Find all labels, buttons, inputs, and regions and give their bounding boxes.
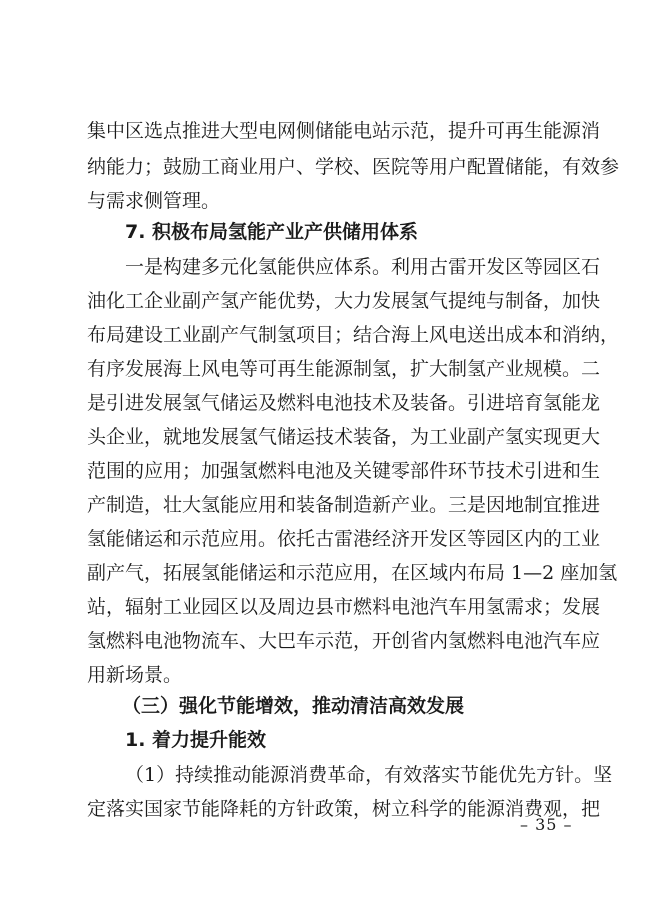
paragraph-line: 头企业，就地发展氢气储运技术装备，为工业副产氢实现更大: [87, 426, 601, 448]
paragraph-line: 范围的应用；加强氢燃料电池及关键零部件环节技术引进和生: [87, 460, 601, 482]
paragraph-line: 是引进发展氢气储运及燃料电池技术及装备。引进培育氢能龙: [87, 392, 601, 414]
section-heading: （三）强化节能增效，推动清洁高效发展: [122, 695, 465, 717]
paragraph-line: 副产气，拓展氢能储运和示范应用，在区域内布局 1—2 座加氢: [87, 562, 618, 584]
paragraph-line: 氢燃料电池物流车、大巴车示范，开创省内氢燃料电池汽车应: [87, 630, 601, 652]
subsection-heading: 1. 着力提升能效: [125, 729, 267, 751]
paragraph-line: 定落实国家节能降耗的方针政策，树立科学的能源消费观，把: [87, 798, 601, 820]
paragraph-line: （1）持续推动能源消费革命，有效落实节能优先方针。坚: [125, 764, 613, 786]
paragraph-line: 布局建设工业副产气制氢项目；结合海上风电送出成本和消纳，: [87, 324, 620, 346]
paragraph-line: 产制造，壮大氢能应用和装备制造新产业。三是因地制宜推进: [87, 494, 601, 516]
paragraph-line: 油化工企业副产氢产能优势，大力发展氢气提纯与制备，加快: [87, 290, 601, 312]
paragraph-line: 用新场景。: [87, 664, 183, 686]
paragraph-line: 站，辐射工业园区以及周边县市燃料电池汽车用氢需求；发展: [87, 596, 601, 618]
paragraph-line: 与需求侧管理。: [87, 190, 221, 212]
page-number: – 35 –: [520, 815, 573, 834]
section-heading: 7. 积极布局氢能产业产供储用体系: [125, 221, 419, 243]
paragraph-line: 一是构建多元化氢能供应体系。利用古雷开发区等园区石: [125, 256, 601, 278]
paragraph-line: 集中区选点推进大型电网侧储能电站示范，提升可再生能源消: [87, 120, 601, 142]
paragraph-line: 有序发展海上风电等可再生能源制氢，扩大制氢产业规模。二: [87, 358, 601, 380]
paragraph-line: 氢能储运和示范应用。依托古雷港经济开发区等园区内的工业: [87, 528, 601, 550]
paragraph-line: 纳能力；鼓励工商业用户、学校、医院等用户配置储能，有效参: [87, 156, 620, 178]
